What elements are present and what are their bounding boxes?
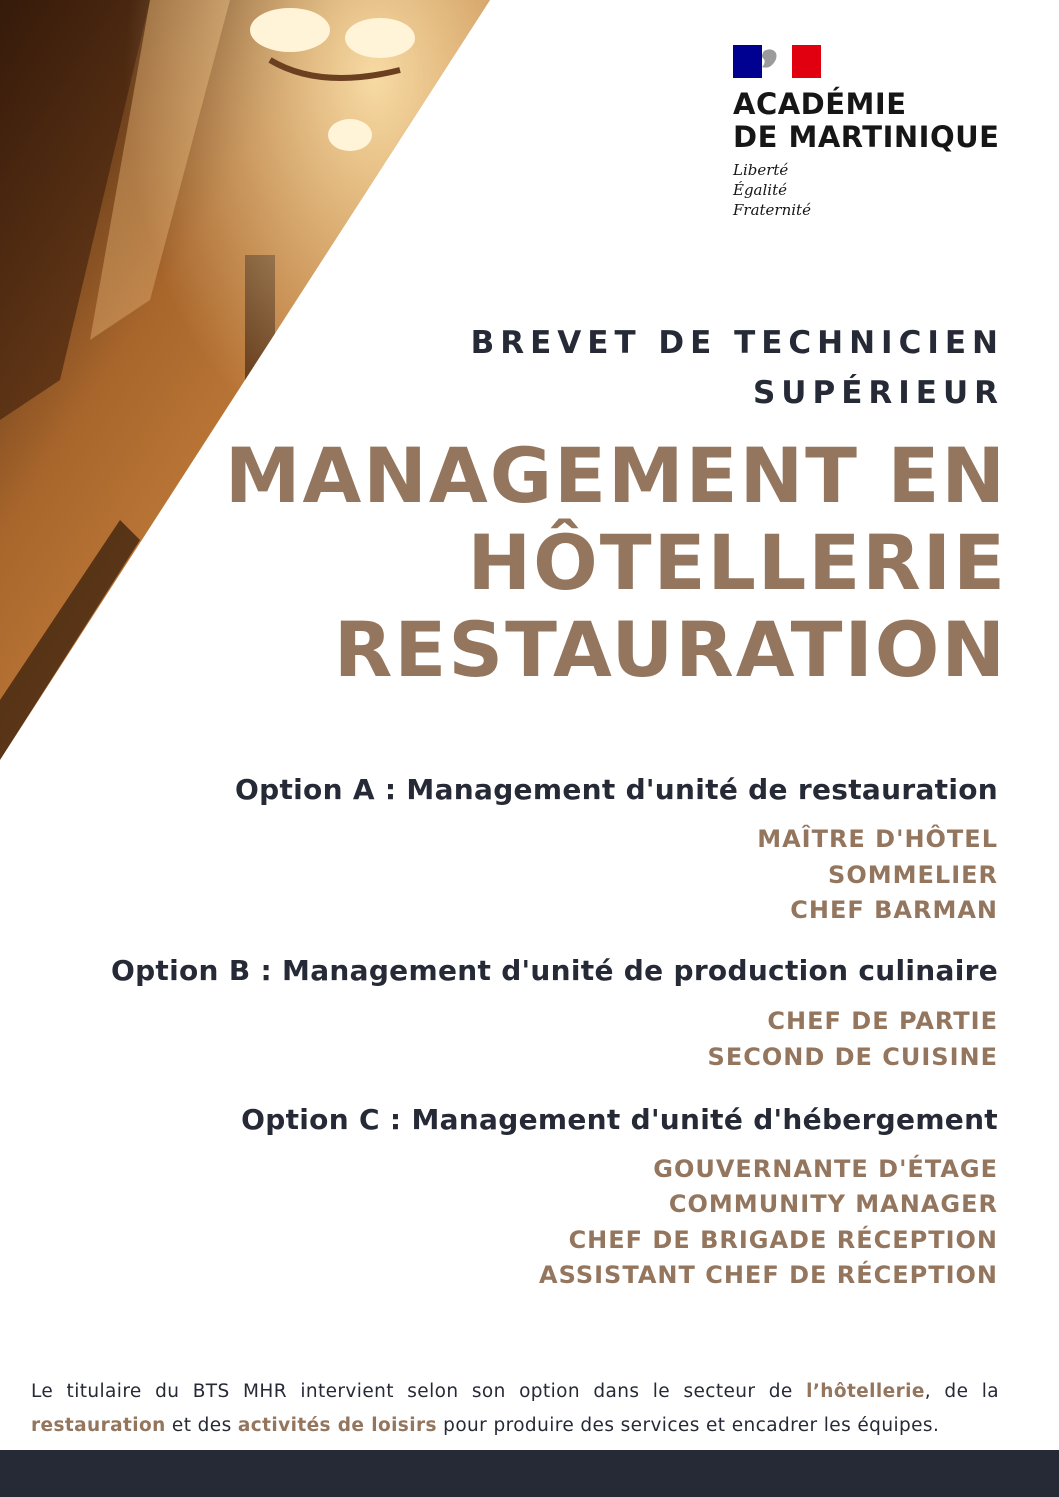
job-item: CHEF DE PARTIE (767, 1006, 998, 1035)
highlight-hotellerie: l’hôtellerie (806, 1380, 925, 1402)
job-list (38, 1152, 998, 1294)
devise-fraternite: Fraternité (733, 201, 811, 219)
job-list (38, 822, 998, 929)
option-heading: Option B : Management d'unité de production culinaire (110, 953, 998, 987)
devise (733, 160, 999, 220)
highlight-restauration: restauration (31, 1414, 166, 1436)
job-item: SOMMELIER (828, 860, 998, 889)
job-list (38, 1003, 998, 1075)
job-item: CHEF DE BRIGADE RÉCEPTION (568, 1225, 998, 1254)
job-item: ASSISTANT CHEF DE RÉCEPTION (539, 1261, 998, 1289)
option-heading: Option C : Management d'unité d'hébergement (241, 1102, 998, 1136)
highlight-loisirs: activités de loisirs (237, 1414, 437, 1436)
job-item: GOUVERNANTE D'ÉTAGE (653, 1154, 998, 1183)
job-item: COMMUNITY MANAGER (668, 1190, 998, 1218)
diploma-kicker: BREVET DE TECHNICIEN SUPÉRIEUR (470, 325, 1004, 411)
job-item: CHEF BARMAN (790, 896, 998, 924)
option-heading: Option A : Management d'unité de restauration (235, 773, 998, 806)
page-title: MANAGEMENT EN HÔTELLERIE RESTAURATION (224, 431, 1007, 694)
devise-liberte: Liberté (733, 161, 789, 179)
devise-egalite: Égalité (733, 181, 787, 199)
job-item: SECOND DE CUISINE (707, 1042, 998, 1071)
option-b (38, 949, 998, 1075)
job-item: MAÎTRE D'HÔTEL (757, 825, 998, 853)
footer-bar (0, 1450, 1059, 1497)
academie-logo (733, 45, 999, 220)
marianne-flag-icon (733, 45, 821, 78)
description-paragraph: Le titulaire du BTS MHR intervient selon son option dans le secteur de l’hôtellerie, de la restauration et des activités de loisirs pour produire des services et encadrer les équipes. (31, 1380, 1000, 1436)
option-a (38, 768, 998, 929)
option-c (38, 1098, 998, 1294)
academie-region: DE MARTINIQUE (733, 120, 1000, 154)
options-list (38, 768, 998, 1294)
academie-name: ACADÉMIE (733, 87, 907, 121)
